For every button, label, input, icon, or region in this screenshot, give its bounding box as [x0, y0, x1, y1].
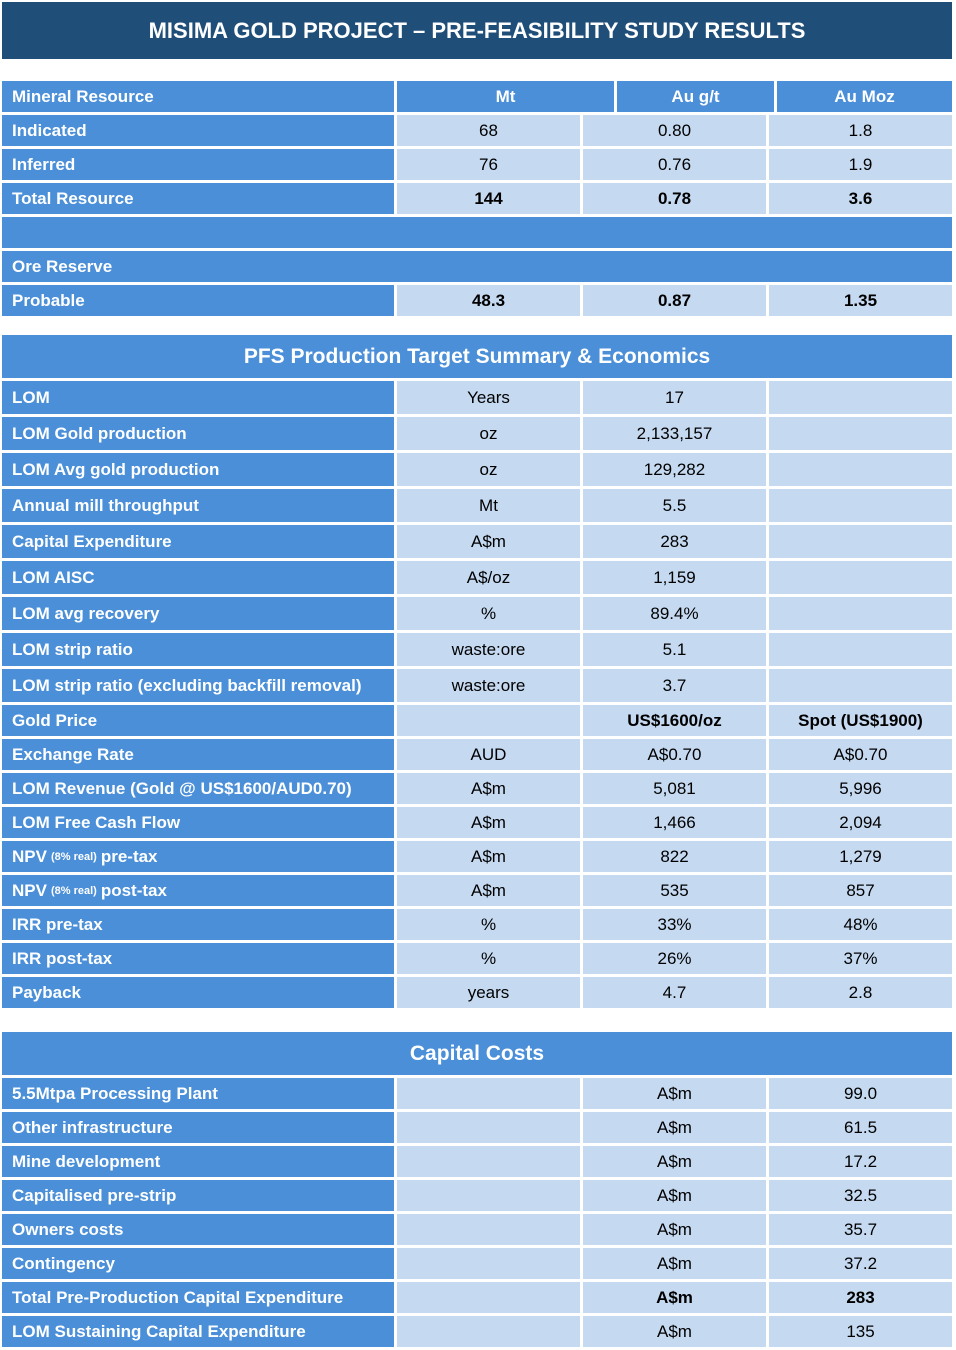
row-label: Gold Price: [2, 705, 397, 736]
table-row: [2, 875, 952, 909]
cell-value-1: 129,282: [583, 453, 769, 486]
cell-value: 99.0: [769, 1078, 952, 1109]
capital-banner-row: [2, 1032, 952, 1078]
cell-empty: [397, 1078, 583, 1109]
cell-empty: [397, 1146, 583, 1177]
cell-mt: 68: [397, 115, 583, 146]
economics-banner: PFS Production Target Summary & Economics: [2, 335, 952, 378]
cell-unit: %: [397, 909, 583, 940]
table-row: [2, 1316, 952, 1350]
cell-unit: waste:ore: [397, 669, 583, 702]
cell-empty: [397, 1214, 583, 1245]
header-au-gt: Au g/t: [617, 81, 777, 112]
row-label: Annual mill throughput: [2, 489, 397, 522]
row-label: LOM avg recovery: [2, 597, 397, 630]
table-row: [2, 909, 952, 943]
table-row: [2, 183, 952, 217]
cell-unit: [397, 705, 583, 736]
row-label: Total Pre-Production Capital Expenditure: [2, 1282, 397, 1313]
cell-value-2: 5,996: [769, 773, 952, 804]
cell-grade: 0.87: [583, 285, 769, 316]
cell-unit: A$m: [583, 1214, 769, 1245]
cell-empty: [397, 1316, 583, 1347]
cell-value-1: 1,159: [583, 561, 769, 594]
row-label: IRR pre-tax: [2, 909, 397, 940]
header-au-moz: Au Moz: [777, 81, 952, 112]
cell-unit: AUD: [397, 739, 583, 770]
cell-value-1: 535: [583, 875, 769, 906]
capital-banner: Capital Costs: [2, 1032, 952, 1075]
npv-suffix: pre-tax: [100, 846, 158, 866]
cell-value-2: 2.8: [769, 977, 952, 1008]
cell-value-1: 822: [583, 841, 769, 872]
cell-unit: oz: [397, 417, 583, 450]
cell-value-2: 37%: [769, 943, 952, 974]
table-row: [2, 149, 952, 183]
cell-moz: 3.6: [769, 183, 952, 214]
row-label: Probable: [2, 285, 397, 316]
cell-unit: oz: [397, 453, 583, 486]
cell-unit: waste:ore: [397, 633, 583, 666]
row-label: LOM AISC: [2, 561, 397, 594]
table-row: [2, 561, 952, 597]
table-row: [2, 1180, 952, 1214]
row-label: Capital Expenditure: [2, 525, 397, 558]
table-row: [2, 977, 952, 1011]
npv-subscript: (8% real): [50, 884, 97, 897]
table-row: [2, 1282, 952, 1316]
row-label: IRR post-tax: [2, 943, 397, 974]
row-label: LOM Free Cash Flow: [2, 807, 397, 838]
cell-value-1: 17: [583, 381, 769, 414]
economics-table: [2, 335, 952, 1011]
row-label: Exchange Rate: [2, 739, 397, 770]
table-row: [2, 1112, 952, 1146]
cell-value-2: [769, 597, 952, 630]
cell-value: 135: [769, 1316, 952, 1347]
cell-moz: 1.9: [769, 149, 952, 180]
cell-unit: A$m: [583, 1248, 769, 1279]
table-row: [2, 943, 952, 977]
row-label: Indicated: [2, 115, 397, 146]
table-row: [2, 1146, 952, 1180]
cell-unit: %: [397, 597, 583, 630]
table-row: [2, 1214, 952, 1248]
resource-header-row: [2, 81, 952, 115]
table-row: [2, 841, 952, 875]
table-row: [2, 489, 952, 525]
row-label: Other infrastructure: [2, 1112, 397, 1143]
cell-value-2: [769, 417, 952, 450]
table-row: [2, 739, 952, 773]
cell-empty: [397, 1180, 583, 1211]
cell-value-2: [769, 489, 952, 522]
table-row: [2, 417, 952, 453]
cell-unit: A$m: [397, 525, 583, 558]
cell-value: 37.2: [769, 1248, 952, 1279]
cell-unit: A$m: [397, 807, 583, 838]
row-label: Inferred: [2, 149, 397, 180]
cell-value-2: [769, 633, 952, 666]
row-label-npv-post: [2, 875, 397, 906]
row-label: Total Resource: [2, 183, 397, 214]
table-row: [2, 807, 952, 841]
cell-mt: 76: [397, 149, 583, 180]
npv-subscript: (8% real): [50, 850, 97, 863]
table-row: [2, 597, 952, 633]
cell-unit: years: [397, 977, 583, 1008]
cell-unit: A$m: [583, 1316, 769, 1347]
row-label: Owners costs: [2, 1214, 397, 1245]
row-label: Capitalised pre-strip: [2, 1180, 397, 1211]
table-row: [2, 705, 952, 739]
cell-value-1: 89.4%: [583, 597, 769, 630]
cell-value-2: [769, 525, 952, 558]
cell-empty: [397, 1248, 583, 1279]
cell-value-1: 5,081: [583, 773, 769, 804]
economics-banner-row: [2, 335, 952, 381]
row-label: Payback: [2, 977, 397, 1008]
row-label: LOM Gold production: [2, 417, 397, 450]
cell-unit: A$m: [397, 841, 583, 872]
cell-value: 283: [769, 1282, 952, 1313]
row-label: LOM Revenue (Gold @ US$1600/AUD0.70): [2, 773, 397, 804]
cell-value: 61.5: [769, 1112, 952, 1143]
cell-value-1: 5.1: [583, 633, 769, 666]
cell-value-2: 48%: [769, 909, 952, 940]
cell-value-2: [769, 381, 952, 414]
cell-unit: %: [397, 943, 583, 974]
table-row: [2, 285, 952, 319]
spacer-row: [2, 217, 952, 251]
cell-moz: 1.8: [769, 115, 952, 146]
table-row: [2, 453, 952, 489]
spacer-cell: [2, 217, 952, 248]
cell-value-1: 26%: [583, 943, 769, 974]
cell-unit: Years: [397, 381, 583, 414]
header-mt: Mt: [397, 81, 617, 112]
ore-reserve-label: Ore Reserve: [2, 251, 952, 282]
table-row: [2, 773, 952, 807]
mineral-resource-table: [2, 81, 952, 319]
header-mineral-resource: Mineral Resource: [2, 81, 397, 112]
cell-grade: 0.80: [583, 115, 769, 146]
cell-unit: A$m: [583, 1146, 769, 1177]
npv-label: NPV: [12, 846, 47, 866]
row-label: LOM strip ratio: [2, 633, 397, 666]
cell-mt: 144: [397, 183, 583, 214]
cell-value-1: 5.5: [583, 489, 769, 522]
cell-value-2: 857: [769, 875, 952, 906]
cell-unit: A$m: [583, 1282, 769, 1313]
cell-value-1: A$0.70: [583, 739, 769, 770]
cell-value-1: 2,133,157: [583, 417, 769, 450]
cell-unit: A$/oz: [397, 561, 583, 594]
page-title: MISIMA GOLD PROJECT – PRE-FEASIBILITY STUDY RESULTS: [2, 2, 952, 59]
cell-value-2: 1,279: [769, 841, 952, 872]
row-label: LOM Avg gold production: [2, 453, 397, 486]
cell-unit: A$m: [583, 1078, 769, 1109]
cell-unit: Mt: [397, 489, 583, 522]
cell-value-2: [769, 453, 952, 486]
cell-unit: A$m: [583, 1180, 769, 1211]
cell-unit: A$m: [583, 1112, 769, 1143]
table-row: [2, 115, 952, 149]
row-label: Contingency: [2, 1248, 397, 1279]
cell-value-1: 283: [583, 525, 769, 558]
cell-value-2: Spot (US$1900): [769, 705, 952, 736]
row-label: 5.5Mtpa Processing Plant: [2, 1078, 397, 1109]
capital-costs-table: [2, 1032, 952, 1350]
table-row: [2, 381, 952, 417]
cell-empty: [397, 1282, 583, 1313]
ore-reserve-row: [2, 251, 952, 285]
row-label: Mine development: [2, 1146, 397, 1177]
npv-label: NPV: [12, 880, 47, 900]
cell-value: 35.7: [769, 1214, 952, 1245]
cell-value-1: 4.7: [583, 977, 769, 1008]
cell-value-2: A$0.70: [769, 739, 952, 770]
cell-value-2: [769, 669, 952, 702]
table-row: [2, 525, 952, 561]
cell-value-2: 2,094: [769, 807, 952, 838]
cell-moz: 1.35: [769, 285, 952, 316]
cell-value-1: 3.7: [583, 669, 769, 702]
cell-grade: 0.76: [583, 149, 769, 180]
table-row: [2, 1248, 952, 1282]
npv-suffix: post-tax: [100, 880, 167, 900]
cell-empty: [397, 1112, 583, 1143]
cell-value-1: 33%: [583, 909, 769, 940]
cell-grade: 0.78: [583, 183, 769, 214]
cell-value: 32.5: [769, 1180, 952, 1211]
row-label: LOM: [2, 381, 397, 414]
cell-value-2: [769, 561, 952, 594]
table-row: [2, 1078, 952, 1112]
row-label: LOM strip ratio (excluding backfill removal): [2, 669, 397, 702]
cell-mt: 48.3: [397, 285, 583, 316]
row-label: LOM Sustaining Capital Expenditure: [2, 1316, 397, 1347]
cell-value-1: US$1600/oz: [583, 705, 769, 736]
cell-value-1: 1,466: [583, 807, 769, 838]
table-row: [2, 633, 952, 669]
cell-unit: A$m: [397, 773, 583, 804]
table-row: [2, 669, 952, 705]
row-label-npv-pre: [2, 841, 397, 872]
cell-unit: A$m: [397, 875, 583, 906]
cell-value: 17.2: [769, 1146, 952, 1177]
